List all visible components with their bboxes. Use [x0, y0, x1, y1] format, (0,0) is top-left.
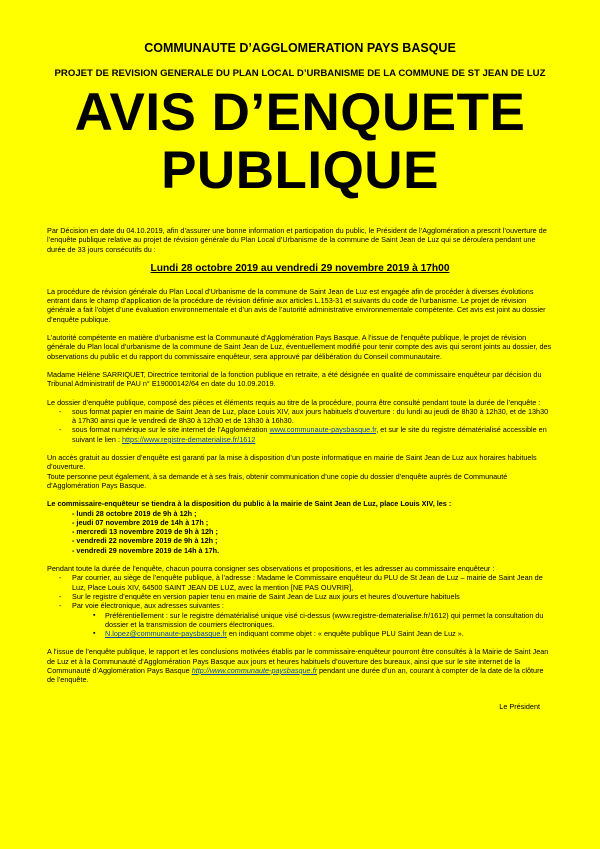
electronic-sublist: [72, 611, 553, 639]
headline-line-2: PUBLIQUE: [161, 141, 439, 200]
project-title: PROJET DE REVISION GENERALE DU PLAN LOCAL D’URBANISME DE LA COMMUNE DE ST JEAN DE LUZ: [54, 68, 546, 79]
notice-headline: [0, 84, 600, 200]
observations-section: [47, 564, 553, 638]
observations-intro: Pendant toute la durée de l’enquête, chacun pourra consigner ses observations et propositions, et les adresser au commissaire enquêteur :: [47, 564, 495, 574]
observation-item-mail: - Par courrier, au siège de l’enquête publique, à l’adresse : Madame le Commissaire enquêteur du PLU de St Jean de Luz – mairie de Saint Jean de Luz, Place Louis XIV, 64500 SAINT JEAN DE LUZ, avec la mention [NE PAS OUVRIR],: [47, 573, 553, 592]
authority-paragraph: L’autorité compétente en matière d’urbanisme est la Communauté d’Agglomération Pays Basque. A l’issue de l’enquête publique, le projet de révision générale du Plan local d’urbanisme de la commune de Saint Jean de Luz, éventuellement modifié pour tenir compte des avis qui seront joints au dossier, des observations du public et du rapport du commissaire enquêteur, sera approuvé par délibération du Conseil communautaire.: [47, 333, 552, 361]
session-item: - jeudi 07 novembre 2019 de 14h à 17h ;: [72, 517, 209, 527]
access-section: [47, 453, 553, 490]
signature: Le Président: [499, 702, 540, 711]
agglomeration-url-link[interactable]: http://www.communaute-paysbasque.fr: [191, 665, 318, 675]
observation-item-electronic: - Par voie électronique, aux adresses suivantes : ▪ Préférentiellement : sur le registre dématérialisé unique visé ci-dessus (www.registre-dematerialise.fr/1612) qui permet la consultation du dossier et la transmission de courriers électroniques. ▪ N.lopez@communaute-paysbasque.fr en indiquant comme objet : « enquête publique PLU Saint Jean de Luz ».: [47, 601, 553, 638]
registry-link[interactable]: https://www.registre-dematerialise.fr/1612: [121, 434, 256, 444]
dossier-intro: Le dossier d’enquête publique, composé des pièces et éléments requis au titre de la procédure, pourra être consulté pendant toute la durée de l’enquête :: [47, 397, 541, 407]
notice-body: [47, 226, 553, 694]
electronic-item-registry: ▪ Préférentiellement : sur le registre dématérialisé unique visé ci-dessus (www.registre-dematerialise.fr/1612) qui permet la consultation du dossier et la transmission de courriers électroniques.: [72, 611, 553, 630]
session-item: - vendredi 22 novembre 2019 de 9h à 12h ;: [72, 536, 218, 546]
agglomeration-website-link[interactable]: www.communaute-paysbasque.fr: [269, 425, 377, 435]
email-link[interactable]: N.lopez@communaute-paysbasque.fr: [105, 629, 227, 639]
copy-request-paragraph: Toute personne peut également, à sa demande et à ses frais, obtenir communication d’une copie du dossier d’enquête auprès de Communauté d’Agglomération Pays Basque.: [47, 471, 508, 490]
commissioner-paragraph: Madame Hélène SARRIQUET, Directrice territorial de la fonction publique en retraite, a été désignée en qualité de commissaire enquêteur par décision du Tribunal Administratif de PAU n° E19000142/64 en date du 10.09.2019.: [47, 369, 542, 389]
procedure-paragraph: La procédure de révision générale du Plan Local d’Urbanisme de la commune de Saint Jean de Luz est engagée afin de procéder à diverses évolutions entrant dans le champ d’application de la procédure de révision définie aux articles L.153-31 et suivants du code de l’urbanisme. Le projet de révision générale a fait l’objet d’une évaluation environnementale et d’un avis de l’autorité administrative environnementale compétente. Cet avis est joint au dossier d’enquête publique.: [47, 286, 546, 324]
organization-name: COMMUNAUTE D’AGGLOMERATION PAYS BASQUE: [144, 41, 456, 55]
dossier-item-paper: - sous format papier en mairie de Saint Jean de Luz, place Louis XIV, aux jours habituels d’ouverture : du lundi au jeudi de 8h30 à 12h30, et de 13h30 à 17h30 ainsi que le vendredi de 8h30 à 12h30 et de 13h30 à 16h30.: [47, 407, 553, 426]
observation-item-register: - Sur le registre d’enquête en version papier tenu en mairie de Saint Jean de Luz aux jours et heures d’ouverture habituels: [47, 592, 553, 601]
headline-line-1: AVIS D’ENQUETE: [74, 83, 526, 142]
sessions-intro: Le commissaire-enquêteur se tiendra à la disposition du public à la mairie de Saint Jean de Luz, place Louis XIV, les :: [47, 499, 452, 509]
inquiry-dates: Lundi 28 octobre 2019 au vendredi 29 novembre 2019 à 17h00: [150, 262, 450, 274]
dossier-item-digital: - sous format numérique sur le site internet de l’Agglomération www.communaute-paysbasque.fr, et sur le site du registre dématérialisé accessible en suivant le lien : https://www.registre-dematerialise.fr/1612: [47, 425, 553, 444]
dossier-section: [47, 398, 553, 444]
observations-list: [47, 573, 553, 638]
session-item: - lundi 28 octobre 2019 de 9h à 12h ;: [72, 508, 197, 518]
session-item: - mercredi 13 novembre 2019 de 9h à 12h ;: [72, 527, 218, 537]
session-item: - vendredi 29 novembre 2019 de 14h à 17h.: [72, 545, 220, 555]
electronic-item-email: ▪ N.lopez@communaute-paysbasque.fr en indiquant comme objet : « enquête publique PLU Saint Jean de Luz ».: [72, 629, 553, 638]
sessions-list: [47, 509, 553, 555]
final-paragraph: A l’issue de l’enquête publique, le rapport et les conclusions motivées établis par le commissaire-enquêteur pourront être consultés à la Mairie de Saint Jean de Luz et à la Communauté d’Agglomération Pays Basque aux jours et heures habituels d’ouverture des bureaux, ainsi que sur le site internet de la Communauté d’Agglomération Pays Basque http://www.communaute-paysbasque.fr pendant une durée d’un an, courant à compter de la date de la clôture de l’enquête.: [47, 647, 549, 685]
computer-access-paragraph: Un accès gratuit au dossier d’enquête est garanti par la mise à disposition d’un poste informatique en mairie de Saint Jean de Luz aux horaires habituels d’ouverture.: [47, 453, 537, 472]
dossier-list: [47, 407, 553, 444]
intro-paragraph: Par Décision en date du 04.10.2019, afin d’assurer une bonne information et participation du public, le Président de l’Agglomération a prescrit l’ouverture de l’enquête publique relative au projet de révision générale du Plan Local d’Urbanisme de la commune de Saint Jean de Luz qui se déroulera pendant une durée de 33 jours consécutifs du :: [47, 226, 547, 254]
